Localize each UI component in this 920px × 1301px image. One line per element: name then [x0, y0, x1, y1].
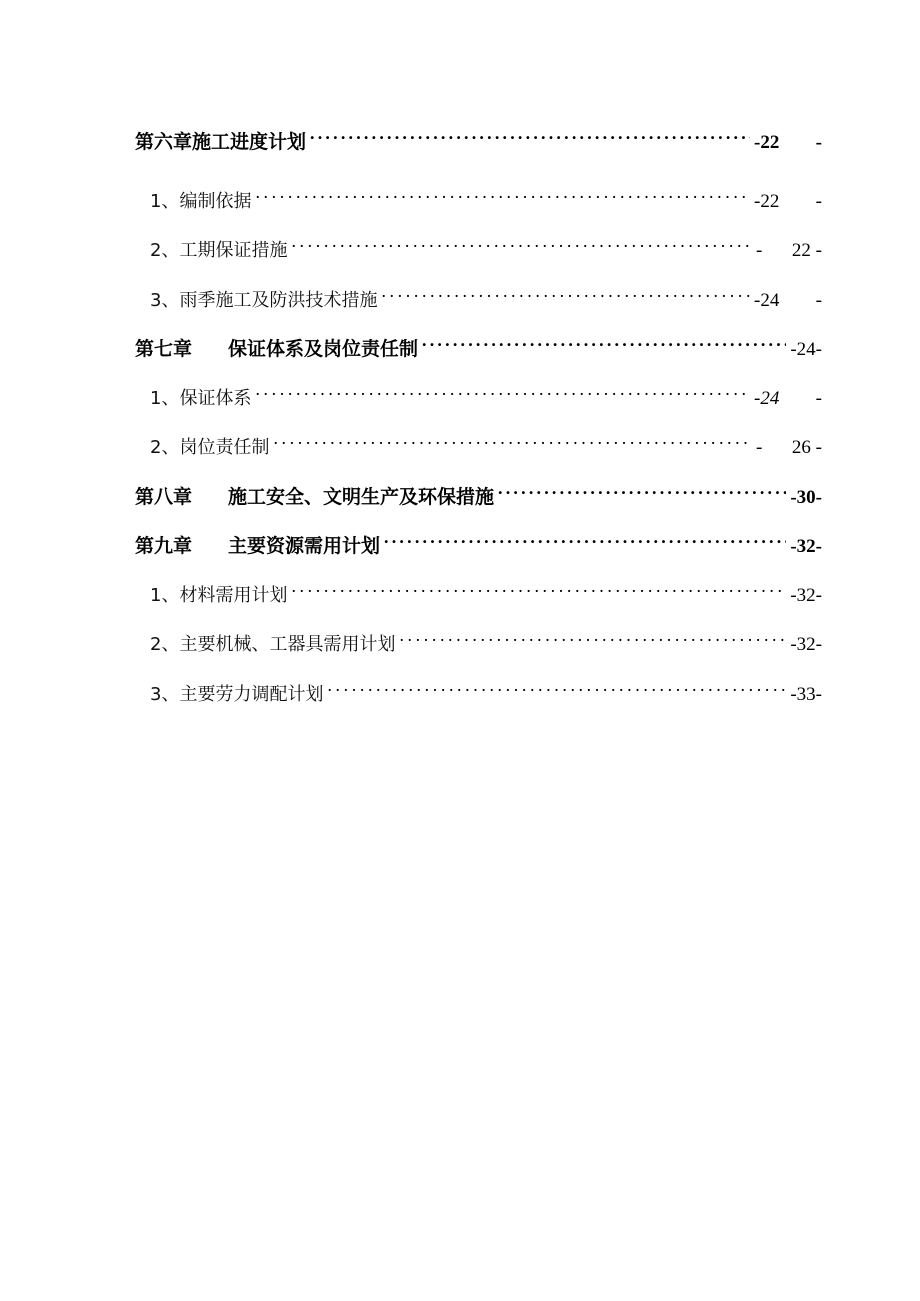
toc-entry-title: 2、主要机械、工器具需用计划	[150, 634, 396, 655]
toc-entry-title: 保证体系及岗位责任制	[228, 338, 419, 360]
dot-leader	[255, 378, 750, 404]
toc-page-number	[756, 238, 822, 264]
toc-entry-section-7-1[interactable]	[150, 378, 822, 412]
toc-page-number: -32-	[790, 634, 822, 655]
toc-page-number: -33-	[790, 684, 822, 705]
dot-leader	[399, 624, 786, 650]
toc-entry-section-6-3[interactable]	[150, 280, 822, 314]
toc-entry-title: 1、保证体系	[150, 388, 252, 409]
toc-entry-title: 1、编制依据	[150, 191, 252, 212]
toc-entry-title: 3、雨季施工及防洪技术措施	[150, 290, 378, 311]
page-number-part: -	[815, 132, 822, 153]
dot-leader	[291, 230, 752, 256]
toc-entry-title: 2、岗位责任制	[150, 437, 270, 458]
page-number-part: -	[756, 437, 763, 458]
dot-leader	[310, 122, 750, 148]
chapter-number: 第八章	[135, 486, 193, 508]
toc-entry-section-9-3[interactable]	[150, 674, 822, 708]
page-number-part: -	[815, 290, 822, 311]
dot-leader	[384, 526, 786, 552]
dot-leader	[291, 575, 786, 601]
page-number-part: -24	[754, 388, 780, 409]
toc-entry-chapter-7[interactable]	[135, 329, 822, 363]
toc-entry-chapter-6[interactable]	[135, 122, 822, 156]
dot-leader	[255, 181, 750, 207]
toc-entry-section-7-2[interactable]	[150, 427, 822, 461]
toc-entry-heading	[135, 533, 380, 559]
page-number-part: -	[815, 191, 822, 212]
chapter-number: 第九章	[135, 535, 193, 557]
toc-entry-chapter-8[interactable]	[135, 477, 822, 511]
dot-leader	[422, 329, 786, 355]
toc-page-number	[754, 130, 822, 156]
page-number-part: -	[756, 240, 763, 261]
dot-leader	[498, 477, 786, 503]
page-number-part: -22	[754, 191, 780, 212]
page-number-part: 26 -	[791, 437, 822, 458]
toc-entry-section-9-1[interactable]	[150, 575, 822, 609]
toc-entry-chapter-9[interactable]	[135, 526, 822, 560]
toc-entry-title: 1、材料需用计划	[150, 585, 288, 606]
toc-entry-heading	[135, 484, 494, 510]
dot-leader	[327, 674, 786, 700]
toc-entry-section-9-2[interactable]	[150, 624, 822, 658]
toc-entry-title: 2、工期保证措施	[150, 240, 288, 261]
page-number-part: -22	[754, 132, 780, 153]
toc-page-number	[754, 189, 822, 215]
toc-entry-title: 施工安全、文明生产及环保措施	[228, 486, 495, 508]
toc-entry-title: 主要资源需用计划	[228, 535, 381, 557]
toc-page-number: -32-	[790, 585, 822, 606]
toc-page-number: -32-	[790, 536, 822, 557]
page-number-part: -	[815, 388, 822, 409]
toc-entry-title: 第六章施工进度计划	[135, 131, 307, 153]
toc-entry-title: 3、主要劳力调配计划	[150, 684, 324, 705]
toc-page-number	[756, 435, 822, 461]
toc-entry-heading	[135, 336, 418, 362]
toc-page-number	[754, 386, 822, 412]
toc-page-number: -30-	[790, 487, 822, 508]
toc-entry-section-6-2[interactable]	[150, 230, 822, 264]
page-number-part: 22 -	[791, 240, 822, 261]
toc-page-number	[754, 288, 822, 314]
toc-page-number: -24-	[790, 339, 822, 360]
toc-entry-section-6-1[interactable]	[150, 181, 822, 215]
page-number-part: -24	[754, 290, 780, 311]
chapter-number: 第七章	[135, 338, 193, 360]
dot-leader	[381, 280, 750, 306]
dot-leader	[273, 427, 752, 453]
